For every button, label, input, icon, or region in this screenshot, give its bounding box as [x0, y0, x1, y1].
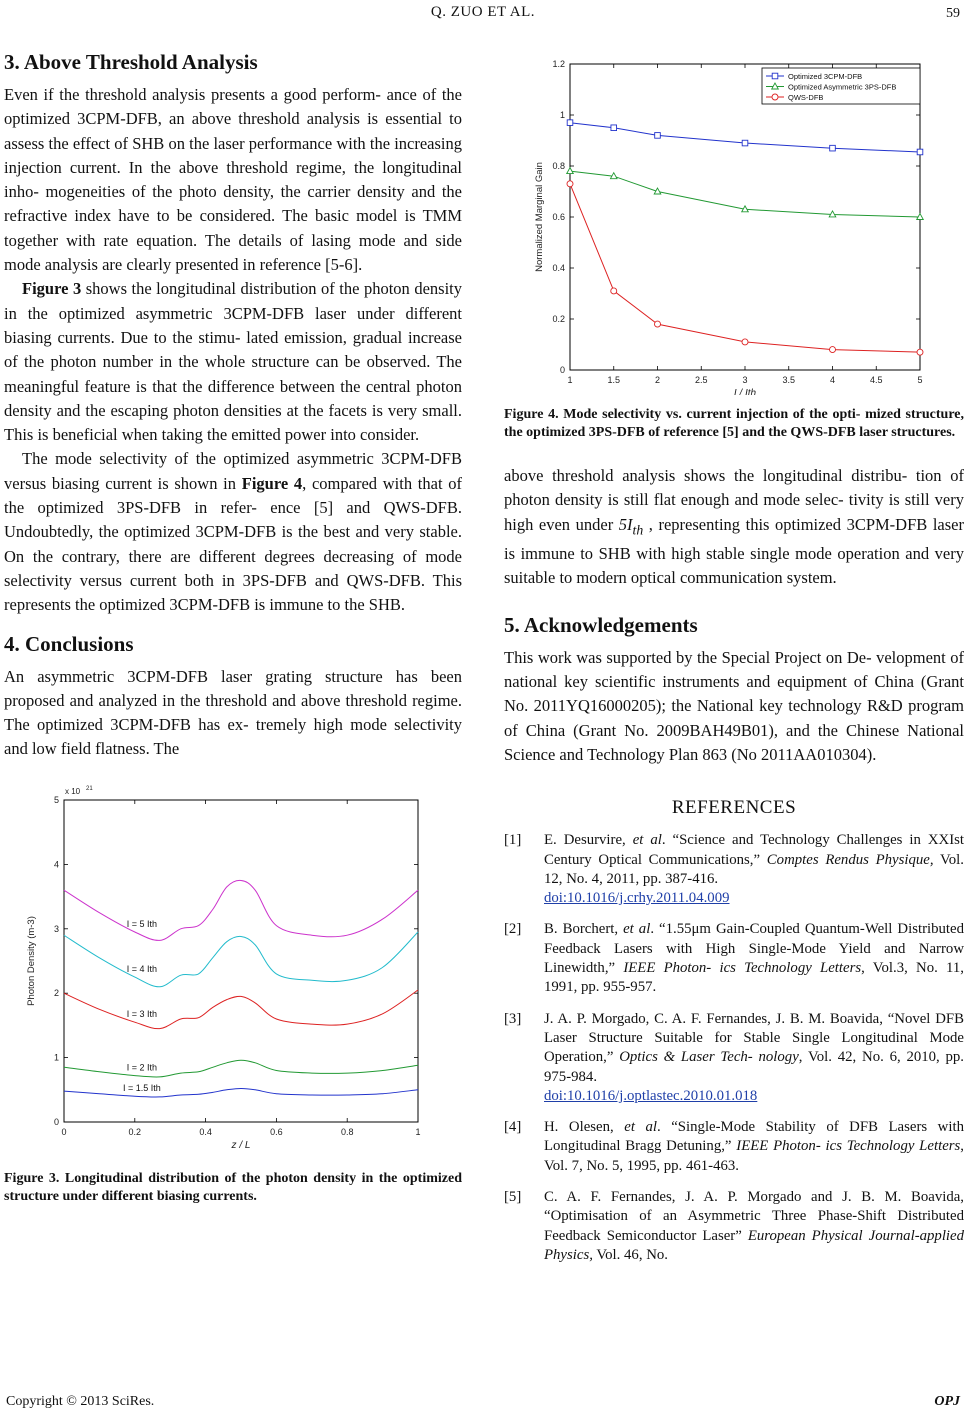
reference-item	[504, 1188, 964, 1265]
data-point	[567, 181, 573, 187]
x-tick-label: 0.2	[128, 1126, 142, 1137]
x-tick-label: 0	[61, 1126, 67, 1137]
reference-doi-link[interactable]: doi:10.1016/j.crhy.2011.04.009	[544, 890, 730, 907]
left-column	[4, 50, 462, 1206]
reference-title: . “Single-Mode Stability of DFB Lasers with Longitudinal Bragg Detuning,”	[544, 1119, 964, 1155]
y-tick-label: 5	[53, 794, 59, 805]
reference-number: [1]	[504, 832, 522, 849]
reference-et-al: et al	[624, 1119, 657, 1136]
math-subscript: th	[632, 521, 644, 537]
x-tick-label: 4.5	[869, 375, 883, 385]
data-point	[917, 349, 923, 355]
y-tick-label: 2	[53, 987, 59, 998]
y-tick-label: 3	[53, 923, 59, 934]
section-3-heading: 3. Above Threshold Analysis	[4, 50, 258, 74]
reference-item	[504, 920, 964, 997]
reference-item	[504, 1118, 964, 1176]
y-tick-label: 1.2	[552, 59, 565, 69]
figure-4-caption: Figure 4. Mode selectivity vs. current injection of the opti- mized structure, the optimized 3PS-DFB of reference [5] and the QWS-DFB laser structures.	[504, 407, 964, 440]
curve-label: I = 3 Ith	[126, 1008, 158, 1019]
section-4-paragraph-1: An asymmetric 3CPM-DFB laser grating structure has been proposed and analyzed in the threshold and above threshold regime. The optimized 3CPM-DFB has ex- tremely high mode selectivity and low field flatness. The	[4, 666, 462, 759]
reference-item	[504, 831, 964, 908]
references-heading: REFERENCES	[671, 797, 797, 819]
reference-authors: J. A. P. Morgado, C. A. F. Fernandes, J. B. M. Boavida, “Novel DFB Laser Structure Suitable for Stable Single Longitudinal Mode Operation,”	[544, 1010, 964, 1066]
figure-3-reference[interactable]: Figure 3	[22, 279, 82, 299]
continued-text-b: , representing this optimized 3CPM-DFB laser is immune to SHB with high stable single mode operation and very suitable to modern optical communication system.	[504, 514, 964, 588]
reference-details: Vol. 46, No.	[592, 1246, 669, 1263]
y-axis-label: Photon Density (m-3)	[26, 915, 37, 1006]
x-tick-label: 2	[654, 375, 661, 385]
reference-title: . “1.55μm Gain-Coupled Quantum-Well Distributed Feedback Lasers with High Single-Mode Yield and Narrow Linewidth,”	[544, 921, 964, 977]
data-point	[655, 133, 661, 139]
reference-item	[504, 1010, 964, 1106]
section-4-heading: 4. Conclusions	[4, 631, 134, 656]
reference-et-al: et al	[623, 921, 651, 938]
figure-3-chart	[4, 780, 462, 1160]
curve-label: I = 5 Ith	[126, 918, 158, 929]
paragraph-3-text-a: The mode selectivity of the optimized asymmetric 3CPM-DFB versus biasing current is shown in	[4, 449, 462, 493]
reference-number: [2]	[504, 921, 522, 938]
y-tick-label: 4	[53, 859, 59, 870]
continued-text-a: above threshold analysis shows the longitudinal distribu- tion of photon density is still flat enough and mode selec- tivity is still very high even under	[504, 466, 964, 534]
reference-details: , Vol.3, No. 11, 1991, pp. 955-957.	[544, 960, 964, 996]
data-point	[611, 288, 617, 294]
reference-details: , Vol. 42, No. 6, 2010, pp. 975-984.	[544, 1049, 965, 1085]
reference-body	[544, 1010, 964, 1106]
x-tick-label: 1	[415, 1126, 421, 1137]
legend-label: QWS-DFB	[788, 92, 824, 102]
reference-journal: IEEE Photon- ics Technology Letters	[736, 1138, 961, 1155]
y-tick-label: 0.2	[552, 314, 565, 324]
x-tick-label: 2.5	[694, 375, 708, 385]
y-tick-label: 0.4	[552, 263, 565, 273]
curve-label: I = 2 Ith	[126, 1062, 158, 1073]
x-tick-label: 0.6	[270, 1126, 283, 1137]
right-column	[504, 50, 964, 1277]
page-header	[0, 4, 966, 24]
continued-paragraph	[504, 464, 964, 591]
plot-area	[570, 64, 920, 370]
data-point	[830, 145, 836, 151]
reference-number: [5]	[504, 1189, 522, 1206]
reference-authors: H. Olesen,	[544, 1119, 625, 1136]
y-multiplier-label: x 10	[65, 786, 81, 796]
reference-body	[544, 1188, 964, 1265]
references-list	[504, 831, 964, 1265]
x-tick-label: 0.8	[340, 1126, 354, 1137]
legend-marker	[772, 94, 778, 100]
reference-journal: Optics & Laser Tech- nology	[619, 1049, 799, 1066]
figure-3-caption: Figure 3. Longitudinal distribution of the photon density in the optimized structure under different biasing currents.	[4, 1170, 462, 1204]
x-axis-label: I / Ith	[733, 388, 757, 395]
legend-label: Optimized 3CPM-DFB	[788, 71, 863, 81]
data-point	[830, 347, 836, 353]
paragraph-3-text-b: , compared with that of the optimized 3PS-DFB in refer- ence [5] and QWS-DFB. Undoubtedly, the optimized 3CPM-DFB is the best and very stable. On the contrary, there are different degrees decreasing of mode selectivity versus current both in 3PS-DFB and QWS-DFB. This represents the optimized 3CPM-DFB is immune to the SHB.	[4, 473, 462, 615]
paragraph-2-text: shows the longitudinal distribution of the photon density in the optimized asymmetric 3CPM-DFB laser under different biasing currents. Due to the stimu- lated emission, gradual increase of the photon number in the whole structure can be observed. The meaningful feature is that the difference between the central photon density and the escaping photon densities at the facets is very small. This is beneficial when taking the emitted power into consider.	[4, 279, 462, 445]
data-point	[742, 140, 748, 146]
section-5-paragraph-1: This work was supported by the Special Project on De- velopment of national key scientific instruments and equipment of China (Grant No. 2011YQ16000205); the National key technology R&D program of China (Grant No. 2009BAH49B01), and the Chinese National Science and Technology Plan 863 (No 2011AA010304).	[504, 647, 964, 764]
reference-doi-link[interactable]: doi:10.1016/j.optlastec.2010.01.018	[544, 1087, 758, 1104]
x-tick-label: 0.4	[199, 1126, 212, 1137]
section-5-heading: 5. Acknowledgements	[504, 612, 698, 637]
y-tick-label: 0	[559, 365, 565, 375]
data-point	[611, 125, 617, 131]
legend-label: Optimized Asymmetric 3PS-DFB	[788, 82, 897, 92]
x-axis-label: z / L	[231, 1139, 251, 1151]
reference-journal: Comptes Rendus Physique,	[766, 851, 934, 868]
y-axis-label: Normalized Marginal Gain	[534, 162, 545, 272]
y-tick-label: 0.8	[552, 161, 565, 171]
reference-authors: C. A. F. Fernandes, J. A. P. Morgado and J. B. M. Boavida, “Optimisation of an Asymmetric Three Phase-Shift Distributed Feedback Semiconductor Laser”	[544, 1189, 964, 1244]
reference-et-al: et al	[632, 832, 662, 849]
data-point	[567, 120, 573, 126]
reference-body	[544, 831, 964, 908]
running-title: Q. ZUO ET AL.	[430, 4, 536, 20]
reference-body	[544, 920, 964, 997]
reference-title: . “Science and Technology Challenges in XXIst Century Optical Communications,”	[544, 832, 965, 868]
y-tick-label: 0.6	[552, 212, 565, 222]
section-3-paragraph-1: Even if the threshold analysis presents a good perform- ance of the optimized 3CPM-DFB, an above threshold analysis is essential to assess the effect of SHB on the laser performance with the increasing injection current. In the above threshold regime, the longitudinal inho- mogeneities of the photo density, the carrier density and the refractive index have to be considered. The basic model is TMM together with rate equation. The details of lasing mode and side mode analysis are clearly presented in reference [5-6].	[4, 85, 462, 275]
reference-journal: European Physical Journal-applied Physics,	[544, 1227, 965, 1263]
reference-body	[544, 1118, 964, 1176]
reference-authors: B. Borchert,	[544, 921, 624, 938]
x-tick-label: 5	[917, 375, 923, 385]
x-tick-label: 4	[829, 375, 836, 385]
figure-4-reference[interactable]: Figure 4	[241, 473, 303, 493]
data-point	[917, 149, 923, 155]
curve-label: I = 1.5 Ith	[122, 1082, 161, 1093]
section-3-paragraph-2	[4, 277, 462, 447]
x-tick-label: 1.5	[607, 375, 621, 385]
copyright-notice: Copyright © 2013 SciRes.	[6, 1394, 155, 1409]
y-tick-label: 1	[559, 110, 565, 120]
y-tick-label: 0	[53, 1116, 59, 1127]
page-number: 59	[946, 6, 960, 21]
x-tick-label: 1	[567, 375, 573, 385]
reference-details: , Vol. 7, No. 5, 1995, pp. 461-463.	[544, 1138, 964, 1174]
x-tick-label: 3	[742, 375, 748, 385]
reference-number: [3]	[504, 1010, 522, 1027]
y-tick-label: 1	[53, 1052, 59, 1063]
y-multiplier-exponent: 21	[86, 785, 93, 792]
x-tick-label: 3.5	[782, 375, 796, 385]
data-point	[655, 321, 661, 327]
math-base: 5I	[618, 514, 633, 534]
data-point	[742, 339, 748, 345]
reference-number: [4]	[504, 1119, 522, 1136]
legend-marker	[772, 73, 778, 79]
curve-label: I = 4 Ith	[126, 963, 158, 974]
figure-4-chart	[504, 50, 964, 395]
reference-journal: IEEE Photon- ics Technology Letters	[623, 960, 862, 977]
math-5ith	[618, 514, 644, 537]
reference-authors: E. Desurvire,	[544, 832, 633, 849]
reference-details: Vol. 12, No. 4, 2011, pp. 387-416.	[544, 851, 964, 887]
section-3-paragraph-3	[4, 447, 462, 617]
journal-abbreviation: OPJ	[934, 1394, 960, 1409]
